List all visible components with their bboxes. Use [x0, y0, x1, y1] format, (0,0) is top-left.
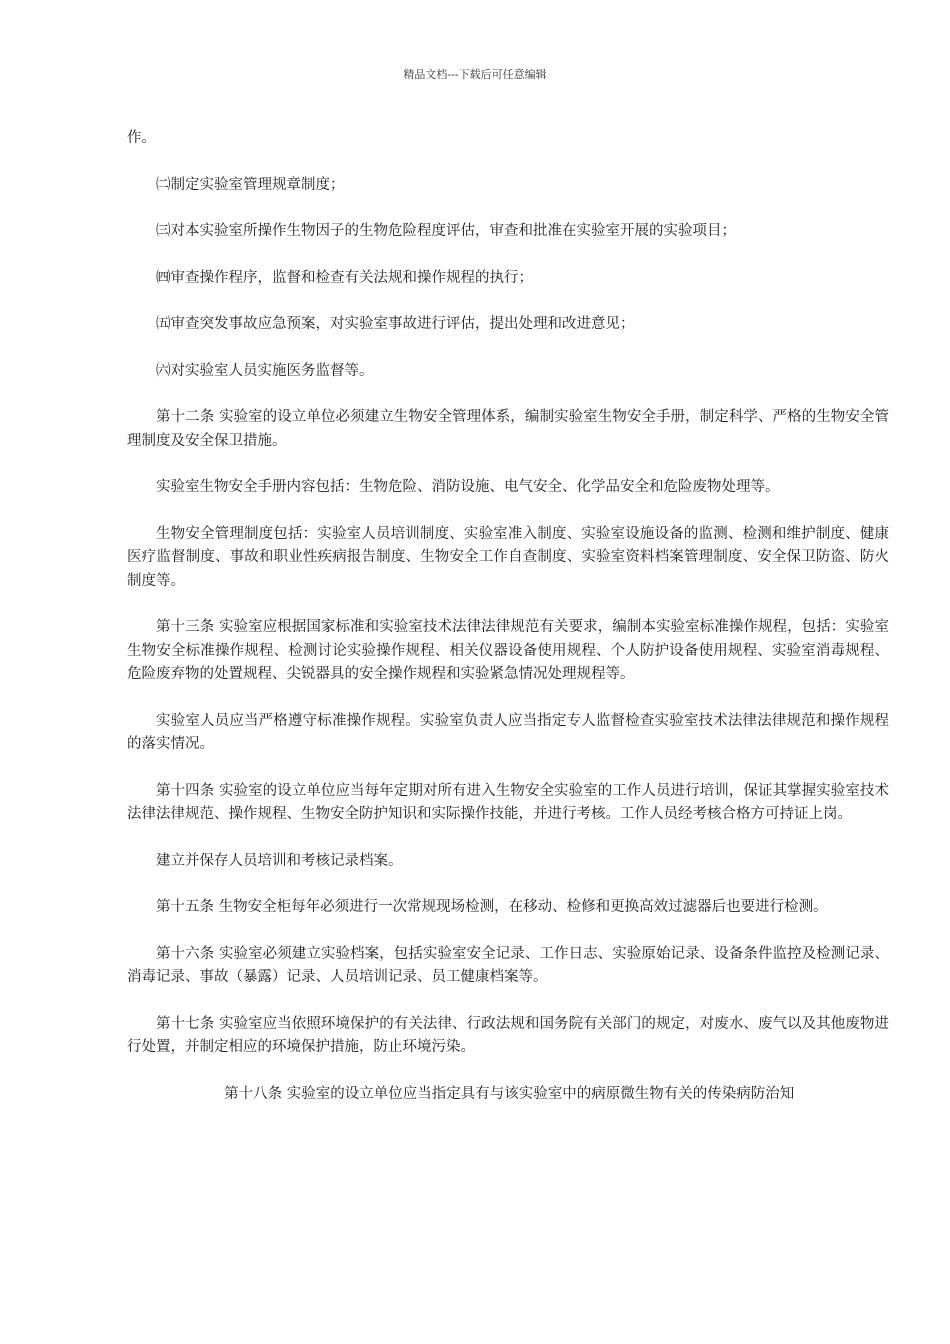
paragraph: 实验室生物安全手册内容包括：生物危险、消防设施、电气安全、化学品安全和危险废物处理等。 — [156, 479, 780, 495]
paragraph: ㈤审查突发事故应急预案，对实验室事故进行评估，提出处理和改进意见； — [156, 316, 635, 332]
paragraph: 第十五条 生物安全柜每年必须进行一次常规现场检测，在移动、检修和更换高效过滤器后也要进行检测。 — [156, 899, 828, 915]
paragraph: 第十二条 实验室的设立单位必须建立生物安全管理体系，编制实验室生物安全手册，制定科学、严格的生物安全管理制度及安全保卫措施。 — [127, 409, 889, 449]
paragraph: 建立并保存人员培训和考核记录档案。 — [156, 852, 403, 869]
paragraph: ㈥对实验室人员实施医务监督等。 — [156, 362, 374, 379]
page-header: 精品文档---下载后可任意编辑 — [403, 68, 547, 81]
paragraph: 作。 — [127, 130, 156, 146]
paragraph: 第十六条 实验室必须建立实验档案，包括实验室安全记录、工作日志、实验原始记录、设备条件监控及检测记录、消毒记录、事故（暴露）记录、人员培训记录、员工健康档案等。 — [127, 945, 889, 985]
paragraph: 第十三条 实验室应根据国家标准和实验室技术法律法律规范有关要求，编制本实验室标准操作规程，包括：实验室生物安全标准操作规程、检测讨论实验操作规程、相关仪器设备使用规程、个人防护设备使用规程、实验室消毒规程、危险废弃物的处置规程、尖锐器具的安全操作规程和实验紧急情况处理规程等。 — [127, 619, 889, 682]
paragraph: 实验室人员应当严格遵守标准操作规程。实验室负责人应当指定专人监督检查实验室技术法律法律规范和操作规程的落实情况。 — [127, 712, 889, 752]
paragraph: ㈡制定实验室管理规章制度； — [156, 176, 345, 193]
document-body — [127, 127, 889, 1129]
paragraph: 第十七条 实验室应当依照环境保护的有关法律、行政法规和国务院有关部门的规定，对废水、废气以及其他废物进行处置，并制定相应的环境保护措施，防止环境污染。 — [127, 1015, 889, 1055]
paragraph: ㈣审查操作程序，监督和检查有关法规和操作规程的执行； — [156, 269, 533, 286]
paragraph: 第十四条 实验室的设立单位应当每年定期对所有进入生物安全实验室的工作人员进行培训，保证其掌握实验室技术法律法律规范、操作规程、生物安全防护知识和实际操作技能，并进行考核。工作人员经考核合格方可持证上岗。 — [127, 782, 889, 822]
paragraph: 第十八条 实验室的设立单位应当指定具有与该实验室中的病原微生物有关的传染病防治知 — [224, 1085, 795, 1102]
paragraph: ㈢对本实验室所操作生物因子的生物危险程度评估，审查和批准在实验室开展的实验项目； — [156, 223, 736, 239]
paragraph: 生物安全管理制度包括：实验室人员培训制度、实验室准入制度、实验室设施设备的监测、检测和维护制度、健康医疗监督制度、事故和职业性疾病报告制度、生物安全工作自查制度、实验室资料档案管理制度、安全保卫防盗、防火制度等。 — [127, 525, 889, 589]
